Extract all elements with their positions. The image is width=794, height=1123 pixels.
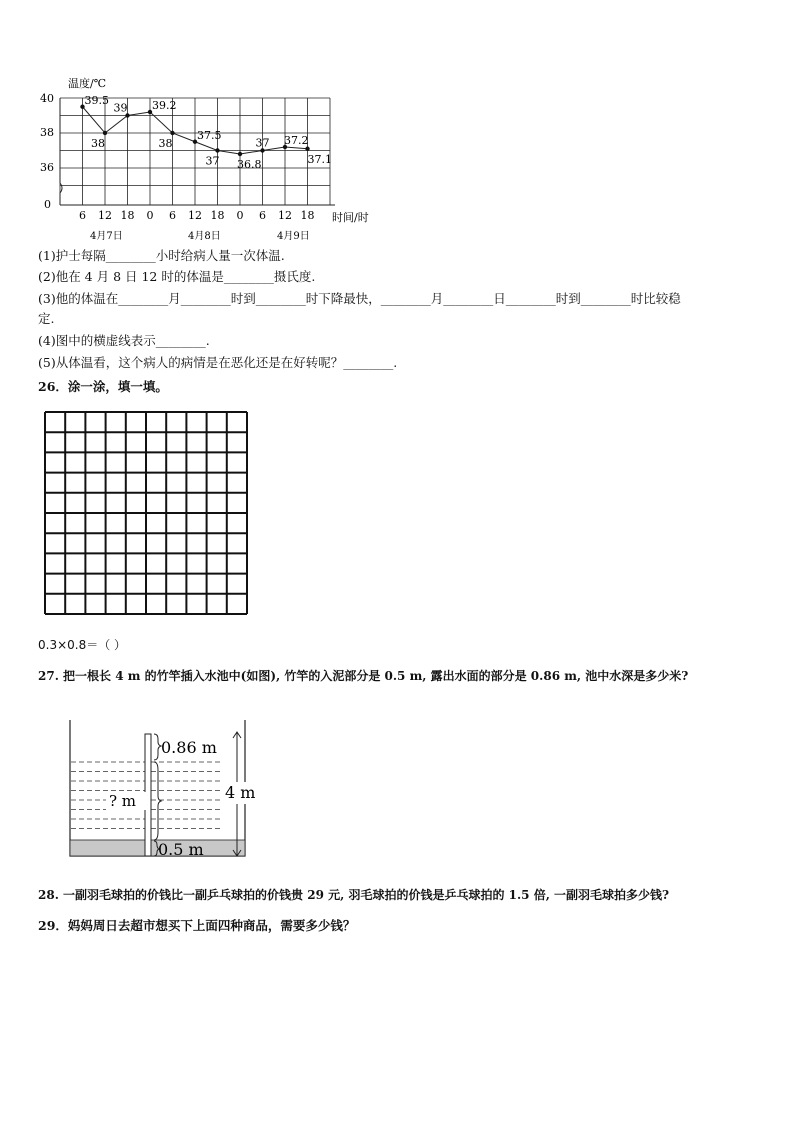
- x-tick-label: 18: [210, 209, 225, 222]
- pond-diagram: [62, 712, 272, 862]
- q25-part3-line2: 定.: [38, 311, 55, 326]
- data-label: 37.1: [307, 152, 332, 166]
- data-label: 38: [91, 137, 105, 150]
- label-total: 4 m: [225, 783, 256, 802]
- x-tick-label: 18: [300, 209, 315, 222]
- q25-part2: (2)他在 4 月 8 日 12 时的体温是________摄氏度.: [38, 269, 316, 284]
- temperature-chart: [30, 70, 390, 245]
- q29-text: 29．妈妈周日去超市想买下上面四种商品，需要多少钱？: [38, 918, 356, 933]
- q25-part1: (1)护士每隔________小时给病人量一次体温.: [38, 248, 285, 263]
- y-tick-36: 36: [40, 161, 54, 174]
- data-label: 39: [113, 101, 128, 115]
- label-water-depth: ? m: [109, 792, 137, 810]
- x-tick-label: 12: [278, 209, 292, 222]
- x-tick-label: 6: [79, 209, 86, 222]
- data-label: 37: [255, 136, 270, 150]
- q26-equation: 0.3×0.8＝（ ）: [38, 638, 127, 652]
- y-tick-0: 0: [44, 198, 51, 211]
- data-label: 39.2: [152, 99, 177, 112]
- data-point: [215, 148, 219, 152]
- x-tick-label: 18: [120, 209, 135, 222]
- x-tick-label: 0: [146, 209, 154, 222]
- data-point: [103, 131, 107, 135]
- day-label-1: 4月8日: [188, 231, 221, 242]
- x-tick-label: 0: [236, 209, 244, 222]
- x-tick-label: 6: [169, 209, 176, 222]
- data-label: 39.5: [84, 93, 109, 107]
- day-label-2: 4月9日: [277, 231, 310, 242]
- data-label: 37: [205, 154, 220, 168]
- q25-part5: (5)从体温看，这个病人的病情是在恶化还是在好转呢？________.: [38, 355, 398, 370]
- y-tick-40: 40: [40, 92, 54, 105]
- ten-by-ten-grid: [43, 410, 249, 616]
- label-in-mud: 0.5 m: [158, 840, 204, 859]
- top-brace: [154, 734, 161, 760]
- x-tick-label: 6: [259, 209, 266, 222]
- data-label: 36.8: [237, 158, 262, 171]
- q26-title: 26．涂一涂，填一填。: [38, 379, 168, 394]
- q25-part4: (4)图中的横虚线表示________.: [38, 333, 210, 348]
- x-tick-label: 12: [188, 209, 202, 222]
- x-axis-label: 时间/时: [332, 211, 369, 224]
- q27-text: 27. 把一根长 4 m 的竹竿插入水池中(如图), 竹竿的入泥部分是 0.5 m, 露出水面的部分是 0.86 m, 池中水深是多少米?: [38, 669, 689, 683]
- data-label: 37.5: [197, 128, 222, 142]
- label-above-water: 0.86 m: [161, 738, 217, 757]
- q28-text: 28. 一副羽毛球拍的价钱比一副乒乓球拍的价钱贵 29 元, 羽毛球拍的价钱是乒乓球拍的 1.5 倍, 一副羽毛球拍多少钱?: [38, 888, 670, 902]
- data-label: 38: [158, 137, 173, 150]
- y-axis-label: 温度/℃: [68, 77, 107, 90]
- chart-grid: [60, 98, 330, 205]
- data-point: [305, 147, 309, 151]
- data-point: [170, 131, 174, 135]
- x-tick-label: 12: [98, 209, 112, 222]
- y-tick-38: 38: [40, 126, 54, 139]
- q25-part3-line1: (3)他的体温在________月________时到________时下降最快，________月________日________时到________时比较稳: [38, 291, 681, 306]
- data-point: [238, 152, 242, 156]
- data-label: 37.2: [284, 134, 309, 147]
- day-label-0: 4月7日: [90, 231, 123, 242]
